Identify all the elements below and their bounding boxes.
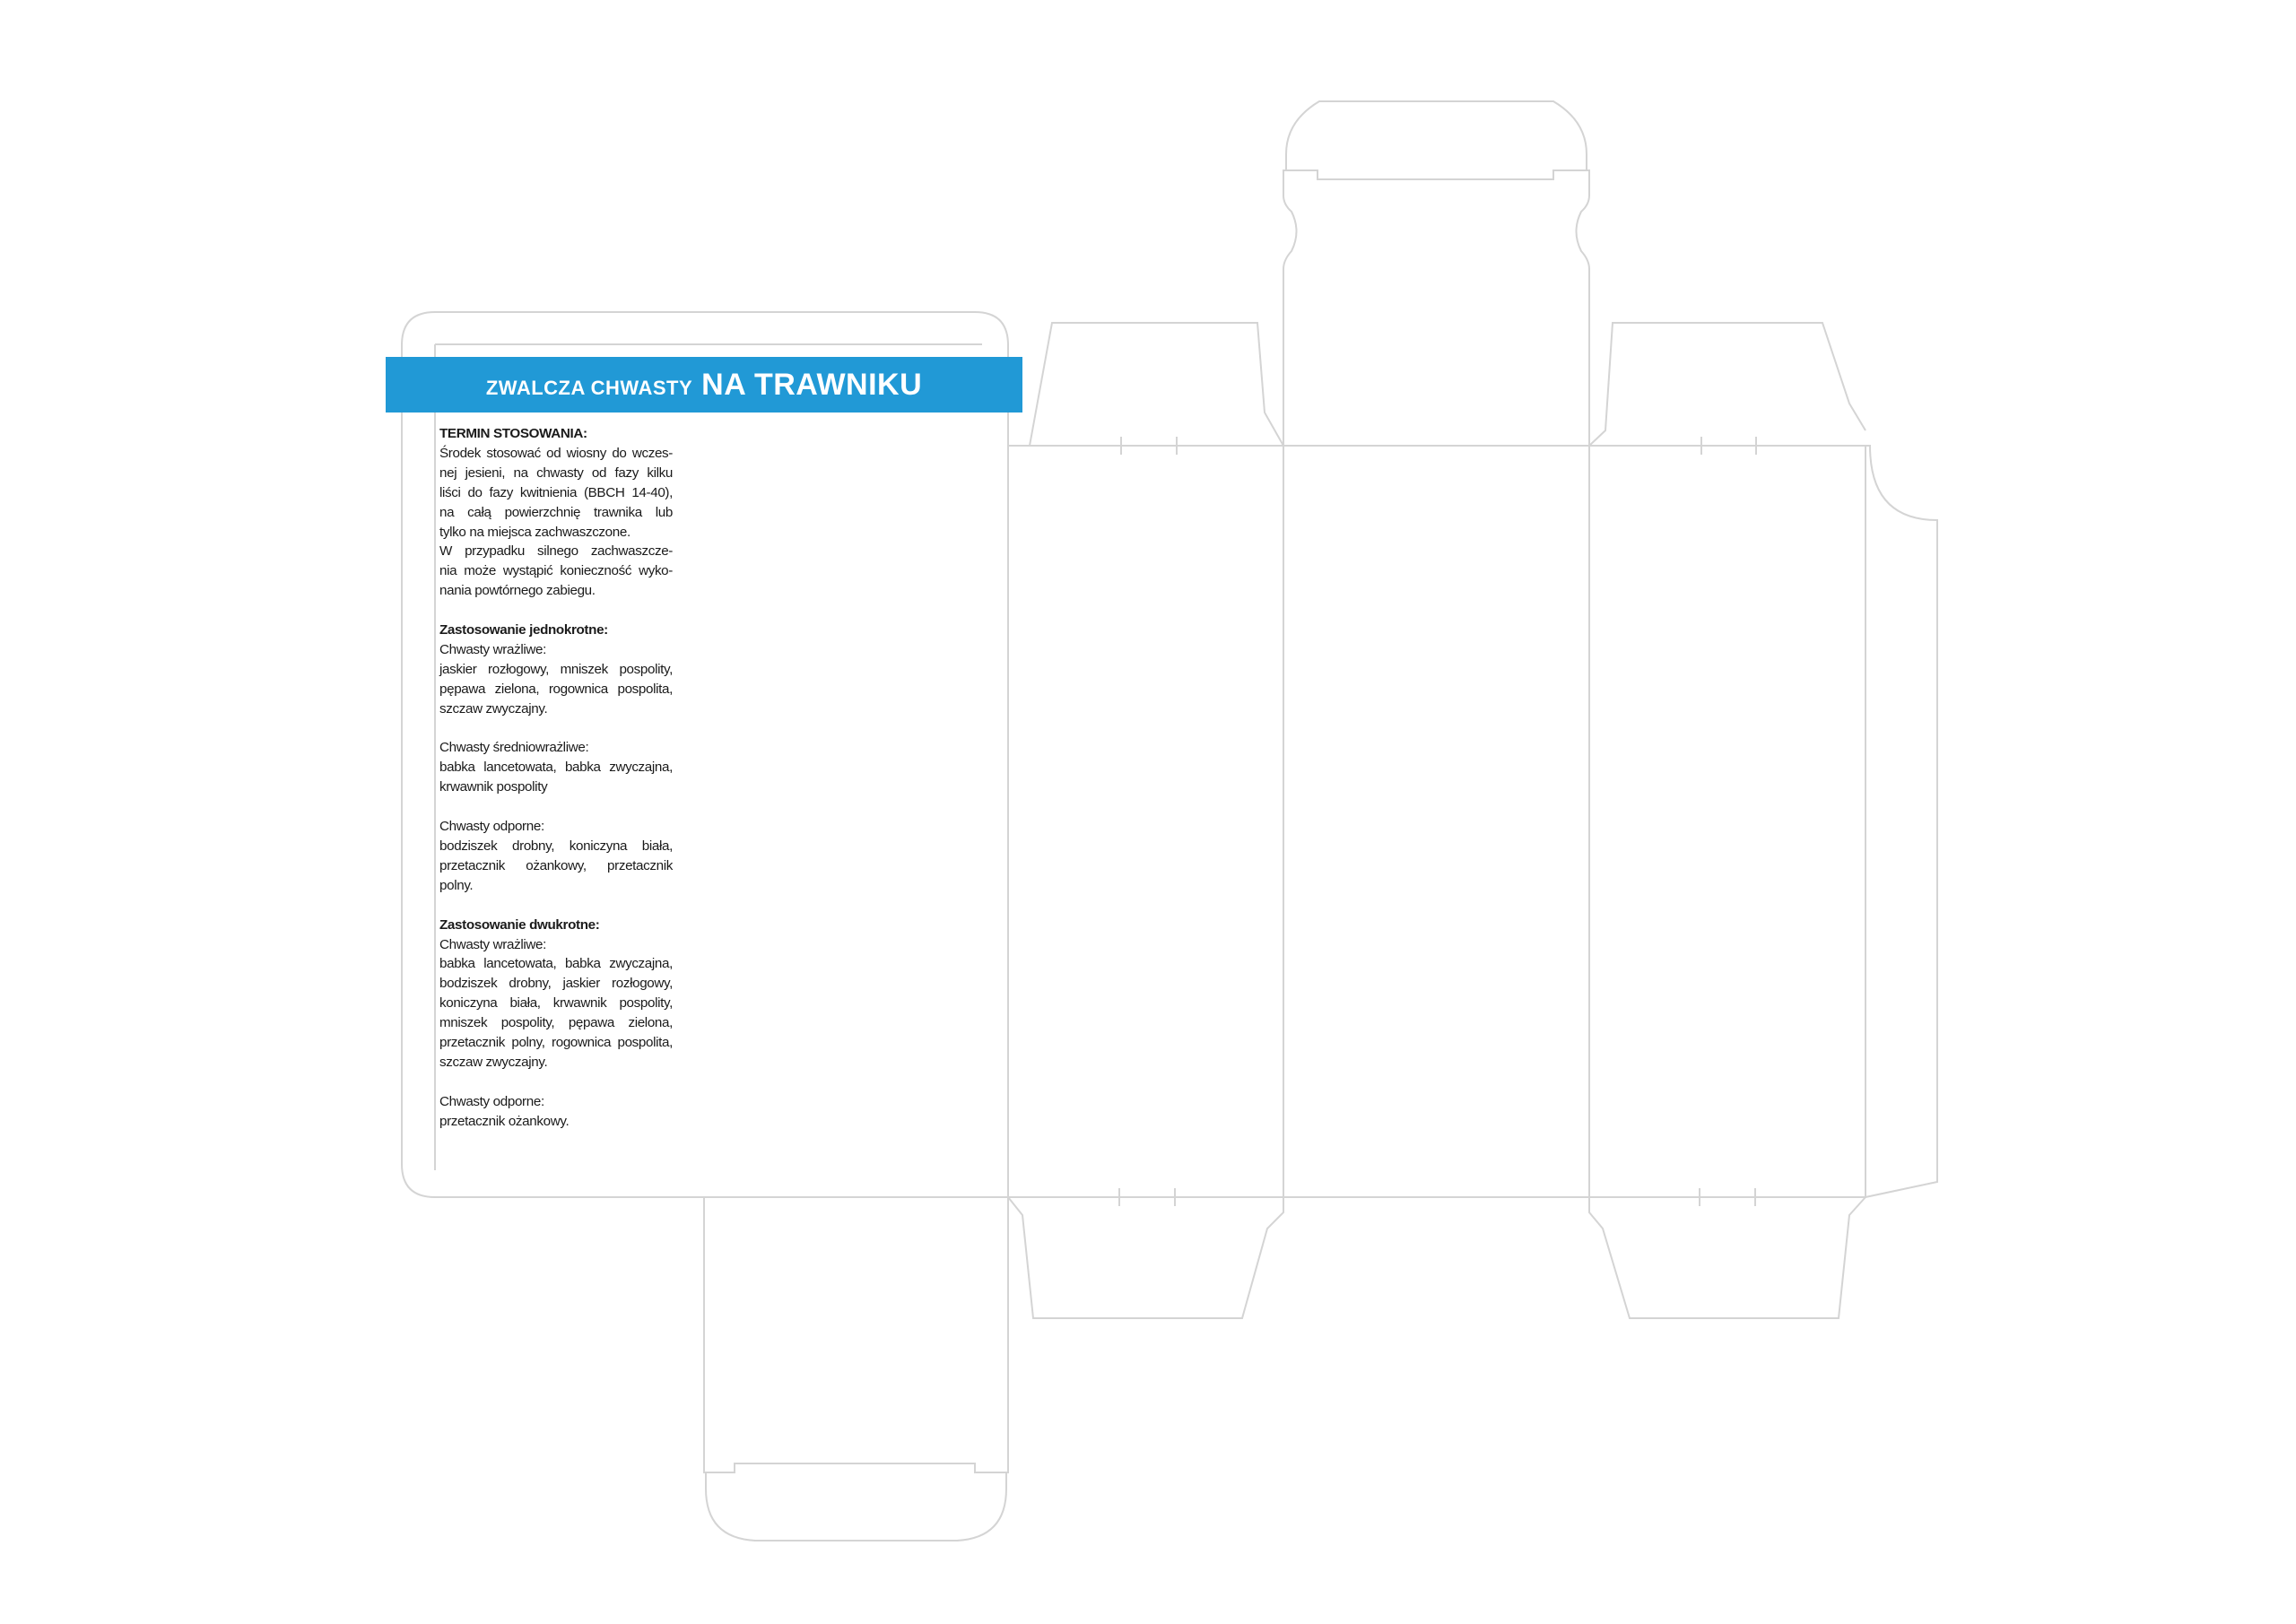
srednio-label: Chwasty średniowrażliwe: [439, 740, 589, 756]
weed-line: szczaw zwyczajny. [439, 1054, 548, 1070]
termin-line: tylko na miejsca zachwaszczone. [439, 524, 631, 540]
dwukrotne-odporne [439, 1092, 673, 1132]
weed-line: bodziszek drobny, jaskier rozłogowy, [439, 976, 673, 992]
weed-line: pępawa zielona, rogownica pospolita, [439, 681, 673, 697]
side-panel-1 [1008, 446, 1283, 1197]
top-tuck-flap [1283, 170, 1589, 446]
top-tuck-lid [1286, 101, 1587, 170]
bottom-tuck-flap [704, 1197, 1008, 1472]
top-dust-flap-right [1589, 323, 1866, 446]
glue-flap [1866, 446, 1937, 1197]
weed-line: krwawnik pospolity [439, 779, 548, 795]
usage-info [439, 424, 673, 1151]
dwukrotne-heading: Zastosowanie dwukrotne: [439, 916, 600, 933]
termin-line: nia może wystąpić konieczność wyko- [439, 563, 673, 579]
weed-line: babka lancetowata, babka zwyczajna, [439, 760, 673, 776]
termin-line: Środek stosować od wiosny do wczes- [439, 445, 673, 461]
weed-line: szczaw zwyczajny. [439, 700, 548, 716]
termin-line: nania powtórnego zabiegu. [439, 583, 596, 599]
jednokrotne-srednio [439, 738, 673, 797]
odporne-label: Chwasty odporne: [439, 819, 544, 835]
jednokrotne-heading: Zastosowanie jednokrotne: [439, 622, 608, 638]
back-panel [1283, 446, 1589, 1197]
weed-line: koniczyna biała, krwawnik pospolity, [439, 995, 673, 1012]
wrazliwe-label: Chwasty wrażliwe: [439, 641, 546, 657]
top-dust-flap-left [1030, 323, 1283, 446]
bottom-dust-flap-right [1589, 1197, 1866, 1318]
weed-line: przetacznik ożankowy. [439, 1113, 570, 1129]
dwukrotne-wrazliwe [439, 916, 673, 1073]
header-band [386, 357, 1022, 413]
header-small-text: ZWALCZA CHWASTY [485, 377, 693, 399]
weed-line: babka lancetowata, babka zwyczajna, [439, 956, 673, 972]
weed-line: bodziszek drobny, koniczyna biała, [439, 838, 673, 854]
termin-section [439, 424, 673, 601]
fold-ticks [1119, 437, 1756, 1206]
jednokrotne-wrazliwe [439, 621, 673, 719]
bottom-dust-flap-left [1008, 1197, 1283, 1318]
header-big-text: NA TRAWNIKU [701, 367, 923, 402]
weed-line: jaskier rozłogowy, mniszek pospolity, [439, 661, 673, 677]
termin-line: nej jesieni, na chwasty od fazy kilku [439, 465, 673, 481]
termin-heading: TERMIN STOSOWANIA: [439, 426, 587, 441]
termin-line: liści do fazy kwitnienia (BBCH 14-40), [439, 484, 673, 500]
bottom-tuck-lid [706, 1472, 1006, 1541]
termin-line: na całą powierzchnię trawnika lub [439, 504, 673, 520]
weed-line: polny. [439, 877, 474, 893]
weed-line: przetacznik ożankowy, przetacznik [439, 857, 673, 873]
weed-line: przetacznik polny, rogownica pospolita, [439, 1035, 673, 1051]
wrazliwe-label: Chwasty wrażliwe: [439, 936, 546, 952]
jednokrotne-odporne [439, 817, 673, 896]
weed-line: mniszek pospolity, pępawa zielona, [439, 1015, 673, 1031]
side-panel-2 [1589, 446, 1866, 1197]
termin-line: W przypadku silnego zachwaszcze- [439, 543, 673, 560]
odporne-label: Chwasty odporne: [439, 1093, 544, 1109]
